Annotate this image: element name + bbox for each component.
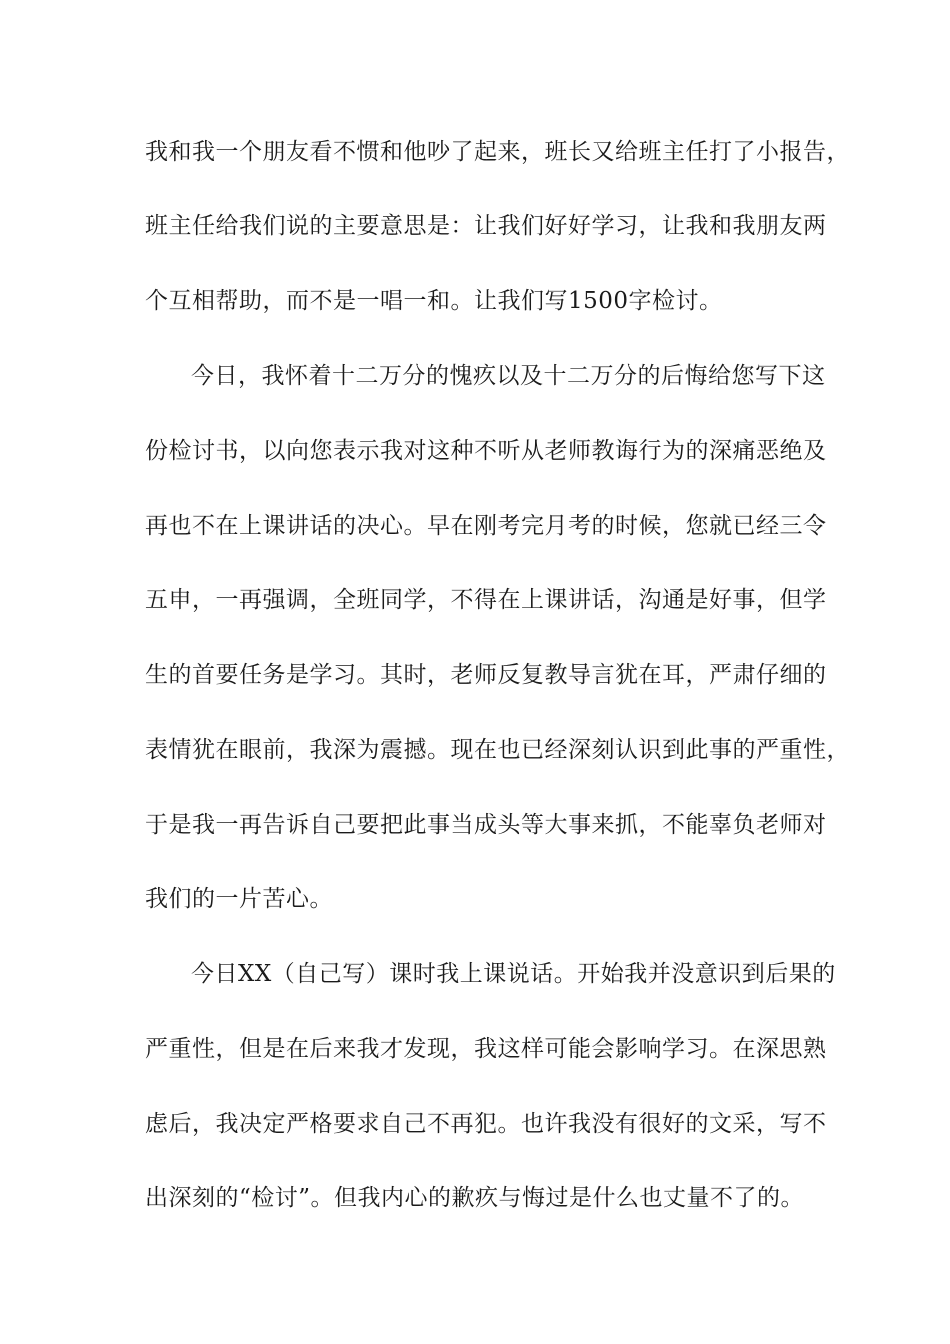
text-line: 五申，一再强调，全班同学，不得在上课讲话，沟通是好事，但学 xyxy=(145,587,827,613)
text-line: 份检讨书，以向您表示我对这种不听从老师教诲行为的深痛恶绝及 xyxy=(145,438,827,464)
text-line: 于是我一再告诉自己要把此事当成头等大事来抓，不能辜负老师对 xyxy=(145,812,827,838)
paragraph-first-line: 今日，我怀着十二万分的愧疚以及十二万分的后悔给您写下这 xyxy=(191,363,826,389)
text-line: 虑后，我决定严格要求自己不再犯。也许我没有很好的文采，写不 xyxy=(145,1111,827,1137)
text-line: 出深刻的“检讨”。但我内心的歉疚与悔过是什么也丈量不了的。 xyxy=(145,1185,805,1211)
text-line: 我和我一个朋友看不惯和他吵了起来，班长又给班主任打了小报告， xyxy=(145,139,850,165)
text-line: 生的首要任务是学习。其时，老师反复教导言犹在耳，严肃仔细的 xyxy=(145,662,827,688)
text-line: 再也不在上课讲话的决心。早在刚考完月考的时候，您就已经三令 xyxy=(145,513,827,539)
text-line: 个互相帮助，而不是一唱一和。让我们写1500字检讨。 xyxy=(145,288,723,314)
paragraph-first-line: 今日XX（自己写）课时我上课说话。开始我并没意识到后果的 xyxy=(191,961,836,987)
text-line: 严重性，但是在后来我才发现，我这样可能会影响学习。在深思熟 xyxy=(145,1036,827,1062)
text-line: 表情犹在眼前，我深为震撼。现在也已经深刻认识到此事的严重性， xyxy=(145,737,850,763)
text-line: 我们的一片苦心。 xyxy=(145,886,333,912)
text-line: 班主任给我们说的主要意思是：让我们好好学习，让我和我朋友两 xyxy=(145,213,827,239)
